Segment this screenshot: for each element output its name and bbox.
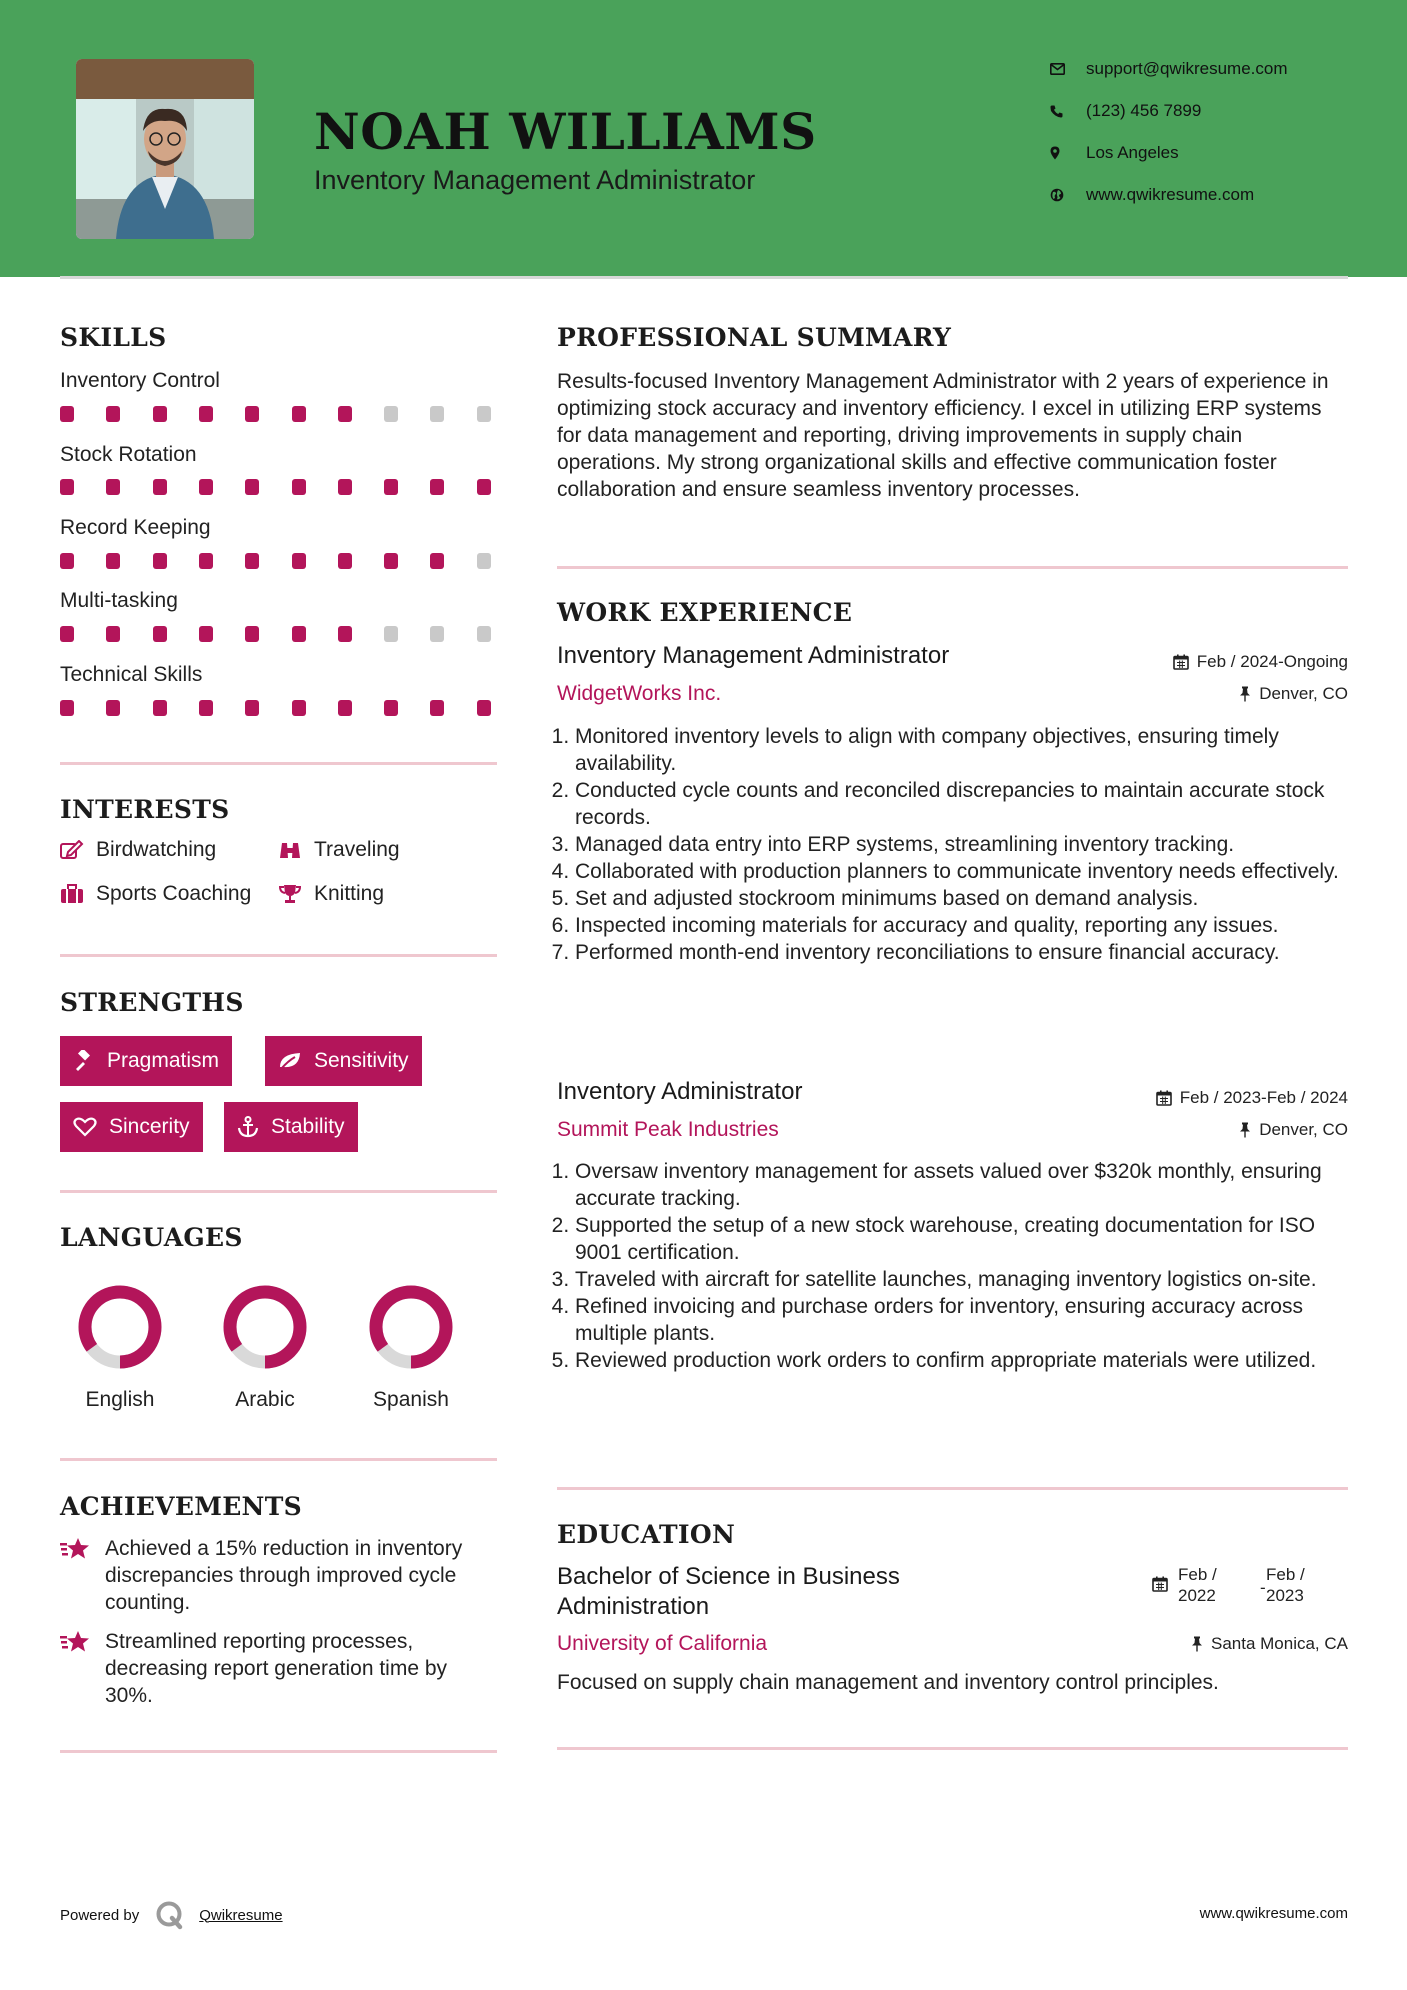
powered-by-label: Powered by (60, 1906, 140, 1924)
skill-name: Record Keeping (60, 516, 211, 539)
strength-label: Pragmatism (107, 1049, 220, 1072)
strength-tag (265, 1036, 422, 1086)
languages-heading: LANGUAGES (60, 1223, 243, 1252)
job-date (1156, 1088, 1348, 1108)
skill-dot-filled (384, 553, 398, 569)
education-start-month: Feb / (1178, 1565, 1217, 1584)
skill-dot-filled (292, 553, 306, 569)
skill-dot-filled (245, 406, 259, 422)
section-divider (557, 1747, 1348, 1750)
skill-dot-filled (245, 479, 259, 495)
skill-dot-filled (477, 700, 491, 716)
job-bullet: 4. Collaborated with production planners to communicate inventory needs effectively. (575, 858, 1355, 885)
interest-label: Knitting (314, 882, 385, 905)
job-bullet: 3. Managed data entry into ERP systems, streamlining inventory tracking. (575, 831, 1355, 858)
interest-label: Traveling (314, 838, 400, 861)
skill-dot-filled (199, 406, 213, 422)
achievement-text: Achieved a 15% reduction in inventory discrepancies through improved cycle counting. (105, 1537, 463, 1614)
skill-dot-filled (199, 479, 213, 495)
skill-dot-filled (384, 479, 398, 495)
briefcase-icon (60, 884, 96, 904)
job-bullet-list (575, 723, 1355, 966)
job-location-text: Denver, CO (1259, 684, 1348, 703)
interest-label: Birdwatching (96, 838, 217, 861)
candidate-name: NOAH WILLIAMS (314, 102, 817, 161)
skill-dot-filled (430, 553, 444, 569)
education-description: Focused on supply chain management and inventory control principles. (557, 1671, 1219, 1694)
summary-text: Results-focused Inventory Management Administrator with 2 years of experience in optimizing stock accuracy and inventory efficiency. I excel in utilizing ERP systems for data management and reporting, driving improvements in supply chain operations. My strong organizational skills and effective communication foster collaboration and ensure seamless inventory processes. (557, 370, 1329, 501)
job-bullet: 5. Reviewed production work orders to confirm appropriate materials were utilized. (575, 1347, 1355, 1374)
skill-name: Stock Rotation (60, 443, 197, 466)
education-heading: EDUCATION (557, 1520, 736, 1549)
section-divider (60, 1190, 497, 1193)
skill-dot-filled (384, 700, 398, 716)
education-date-separator: - (1260, 1578, 1266, 1597)
section-divider (60, 954, 497, 957)
job-bullet: 6. Inspected incoming materials for accuracy and quality, reporting any issues. (575, 912, 1355, 939)
language-meter (76, 1283, 164, 1371)
education-start-date (1178, 1564, 1217, 1606)
strengths-heading: STRENGTHS (60, 988, 244, 1017)
contact-location (1050, 141, 1179, 165)
job-bullet: 1. Oversaw inventory management for assets valued over $320k monthly, ensuring accurate tracking. (575, 1158, 1355, 1212)
star-icon (60, 1537, 92, 1566)
strength-label: Sensitivity (314, 1049, 409, 1072)
summary-heading: PROFESSIONAL SUMMARY (557, 323, 952, 352)
strength-tag (60, 1102, 203, 1152)
section-divider (60, 1750, 497, 1753)
language-label: English (85, 1388, 155, 1411)
skill-name: Inventory Control (60, 369, 220, 392)
experience-heading: WORK EXPERIENCE (557, 598, 853, 627)
skill-dot-filled (338, 406, 352, 422)
skill-dot-filled (245, 700, 259, 716)
education-end-year: 2023 (1266, 1586, 1304, 1605)
job-date-text: Feb / 2023-Feb / 2024 (1179, 1088, 1348, 1107)
phone-icon (1050, 105, 1086, 118)
contact-email-text: support@qwikresume.com (1086, 59, 1288, 78)
interest-item (60, 838, 216, 862)
skills-heading: SKILLS (60, 323, 167, 352)
map-marker-icon (1050, 146, 1086, 160)
profile-photo-image (76, 59, 254, 239)
skill-dot-filled (60, 406, 74, 422)
interest-label: Sports Coaching (96, 882, 252, 905)
contact-phone-text: (123) 456 7899 (1086, 101, 1202, 120)
powered-by (60, 1900, 283, 1930)
section-divider (557, 566, 1348, 569)
section-divider (60, 1458, 497, 1461)
calendar-icon (1152, 1576, 1168, 1597)
anchor-icon (237, 1116, 259, 1138)
skill-dot-filled (153, 626, 167, 642)
interest-item (278, 838, 400, 862)
skill-dot-filled (245, 553, 259, 569)
section-divider (60, 762, 497, 765)
job-bullet: 2. Conducted cycle counts and reconciled discrepancies to maintain accurate stock records. (575, 777, 1355, 831)
strength-tag (224, 1102, 358, 1152)
job-bullet-list (575, 1158, 1355, 1374)
skill-dot-filled (292, 406, 306, 422)
education-start-year: 2022 (1178, 1586, 1216, 1605)
skill-dot-filled (430, 479, 444, 495)
skill-dot-filled (106, 406, 120, 422)
qwikresume-logo-icon (155, 1900, 185, 1930)
achievement-item (60, 1628, 500, 1712)
skill-dot-empty (384, 406, 398, 422)
trophy-icon (278, 884, 314, 904)
language-label: Arabic (235, 1388, 295, 1411)
gavel-icon (73, 1050, 95, 1072)
contact-location-text: Los Angeles (1086, 143, 1179, 162)
job-bullet: 1. Monitored inventory levels to align with company objectives, ensuring timely availability. (575, 723, 1355, 777)
language-meter (221, 1283, 309, 1371)
skill-dot-filled (245, 626, 259, 642)
skill-name: Technical Skills (60, 663, 203, 686)
skill-dot-filled (292, 700, 306, 716)
envelope-icon (1050, 63, 1086, 75)
pushpin-icon (1239, 686, 1251, 702)
calendar-icon (1156, 1090, 1172, 1106)
job-bullet: 2. Supported the setup of a new stock warehouse, creating documentation for ISO 9001 certification. (575, 1212, 1355, 1266)
star-icon (60, 1630, 92, 1659)
language-meter (367, 1283, 455, 1371)
job-title: Inventory Administrator (557, 1078, 803, 1105)
job-bullet: 5. Set and adjusted stockroom minimums based on demand analysis. (575, 885, 1355, 912)
skill-dot-empty (384, 626, 398, 642)
skill-dot-filled (153, 479, 167, 495)
education-location-text: Santa Monica, CA (1210, 1634, 1348, 1653)
achievement-text: Streamlined reporting processes, decreasing report generation time by 30%. (105, 1630, 448, 1707)
job-location (1239, 1120, 1348, 1140)
skill-dot-filled (292, 479, 306, 495)
candidate-role: Inventory Management Administrator (314, 165, 756, 195)
interests-heading: INTERESTS (60, 795, 230, 824)
achievements-heading: ACHIEVEMENTS (60, 1492, 302, 1521)
skill-dot-filled (60, 479, 74, 495)
skill-dot-filled (477, 479, 491, 495)
pushpin-icon (1191, 1636, 1203, 1652)
skill-dot-filled (430, 700, 444, 716)
job-bullet: 4. Refined invoicing and purchase orders for inventory, ensuring accuracy across multiple plants. (575, 1293, 1355, 1347)
education-end-date (1266, 1564, 1305, 1606)
globe-icon (1050, 188, 1086, 202)
binoculars-icon (278, 840, 314, 860)
pushpin-icon (1239, 1122, 1251, 1138)
skill-dot-empty (430, 406, 444, 422)
heart-icon (73, 1117, 97, 1137)
skill-dot-filled (60, 626, 74, 642)
job-title: Inventory Management Administrator (557, 642, 950, 669)
skill-name: Multi-tasking (60, 589, 178, 612)
job-date (1173, 652, 1348, 672)
leaf-icon (278, 1051, 302, 1071)
profile-photo (76, 59, 254, 239)
degree-title-continued: Administration (557, 1593, 710, 1620)
skill-dot-empty (477, 406, 491, 422)
skill-dot-filled (106, 700, 120, 716)
school-name: University of California (557, 1632, 768, 1655)
skill-dot-filled (153, 406, 167, 422)
company-name: WidgetWorks Inc. (557, 682, 722, 705)
degree-title: Bachelor of Science in Business (557, 1563, 900, 1590)
job-bullet: 3. Traveled with aircraft for satellite launches, managing inventory logistics on-site. (575, 1266, 1355, 1293)
skill-dot-filled (338, 479, 352, 495)
strength-label: Stability (271, 1115, 345, 1138)
resume-header (0, 0, 1407, 277)
education-location (1191, 1634, 1348, 1654)
language-label: Spanish (373, 1388, 449, 1411)
skill-dot-empty (477, 553, 491, 569)
edit-icon (60, 840, 96, 860)
skill-dot-filled (338, 626, 352, 642)
company-name: Summit Peak Industries (557, 1118, 779, 1141)
skill-dot-filled (106, 479, 120, 495)
skill-dot-filled (292, 626, 306, 642)
job-location (1239, 684, 1348, 704)
calendar-icon (1173, 654, 1189, 670)
contact-phone[interactable] (1050, 99, 1201, 123)
skill-dot-filled (106, 626, 120, 642)
achievement-item (60, 1535, 500, 1619)
skill-dot-filled (338, 700, 352, 716)
strength-label: Sincerity (109, 1115, 190, 1138)
contact-email[interactable] (1050, 57, 1288, 81)
contact-website-text: www.qwikresume.com (1086, 185, 1255, 204)
skill-dot-empty (430, 626, 444, 642)
job-bullet: 7. Performed month-end inventory reconciliations to ensure financial accuracy. (575, 939, 1355, 966)
header-divider (60, 276, 1348, 279)
skill-dot-filled (153, 553, 167, 569)
skill-dot-empty (477, 626, 491, 642)
skill-dot-filled (199, 700, 213, 716)
job-location-text: Denver, CO (1259, 1120, 1348, 1139)
strength-tag (60, 1036, 232, 1086)
contact-website[interactable] (1050, 183, 1254, 207)
skill-dot-filled (60, 700, 74, 716)
skill-dot-filled (199, 626, 213, 642)
skill-dot-filled (106, 553, 120, 569)
skill-dot-filled (60, 553, 74, 569)
qwikresume-link[interactable]: Qwikresume (199, 1906, 283, 1924)
skill-dot-filled (199, 553, 213, 569)
job-date-text: Feb / 2024-Ongoing (1196, 652, 1348, 671)
interest-item (278, 882, 384, 906)
education-end-month: Feb / (1266, 1565, 1305, 1584)
section-divider (557, 1487, 1348, 1490)
skill-dot-filled (153, 700, 167, 716)
footer-url[interactable]: www.qwikresume.com (1199, 1905, 1348, 1922)
interest-item (60, 882, 251, 906)
skill-dot-filled (338, 553, 352, 569)
